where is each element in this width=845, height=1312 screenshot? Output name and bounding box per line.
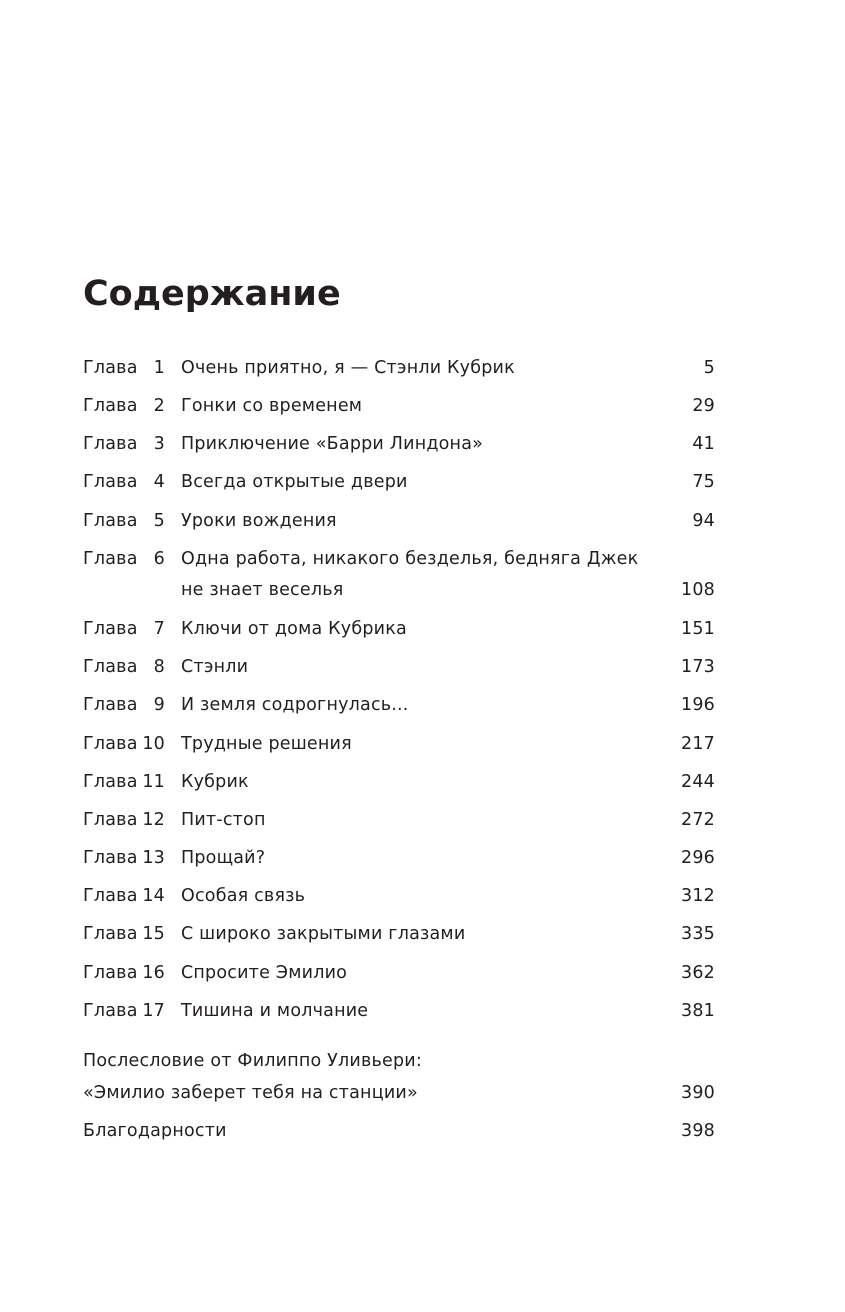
chapter-title-line-2: не знает веселья <box>181 580 344 600</box>
chapter-title: Всегда открытые двери <box>181 472 408 492</box>
chapter-label: Глава <box>83 472 138 492</box>
page-number: 244 <box>680 772 715 792</box>
toc-entry-afterword-continuation[interactable] <box>83 1080 715 1106</box>
chapter-title: Кубрик <box>181 772 249 792</box>
chapter-number: 17 <box>142 1001 165 1021</box>
toc-entry-chapter-13[interactable] <box>83 845 715 871</box>
chapter-title: С широко закрытыми глазами <box>181 924 466 944</box>
chapter-number: 9 <box>153 695 165 715</box>
page-number: 335 <box>680 924 715 944</box>
chapter-title: Пит-стоп <box>181 810 266 830</box>
chapter-label: Глава <box>83 963 138 983</box>
chapter-title: Одна работа, никакого безделья, бедняга Джек <box>181 549 639 569</box>
toc-entry-chapter-15[interactable] <box>83 921 715 947</box>
chapter-title: Тишина и молчание <box>181 1001 369 1021</box>
toc-entry-chapter-12[interactable] <box>83 807 715 833</box>
page-title: Содержание <box>83 274 341 314</box>
chapter-label: Глава <box>83 396 138 416</box>
page-number: 173 <box>680 657 715 677</box>
chapter-label: Глава <box>83 695 138 715</box>
chapter-title: И земля содрогнулась... <box>181 695 409 715</box>
toc-entry-chapter-8[interactable] <box>83 654 715 680</box>
toc-entry-chapter-3[interactable] <box>83 431 715 457</box>
toc-entry-chapter-5[interactable] <box>83 508 715 534</box>
chapter-label: Глава <box>83 657 138 677</box>
toc-entry-afterword[interactable] <box>83 1048 715 1074</box>
acknowledgements-title: Благодарности <box>83 1121 227 1141</box>
page-number: 398 <box>680 1121 715 1141</box>
toc-entry-chapter-6-continuation[interactable] <box>83 577 715 603</box>
page-number: 75 <box>692 472 715 492</box>
chapter-label: Глава <box>83 434 138 454</box>
page-number: 362 <box>680 963 715 983</box>
chapter-title: Прощай? <box>181 848 266 868</box>
toc-entry-chapter-17[interactable] <box>83 998 715 1024</box>
chapter-number: 7 <box>153 619 165 639</box>
chapter-title: Ключи от дома Кубрика <box>181 619 407 639</box>
page-number: 312 <box>680 886 715 906</box>
page-number: 108 <box>680 580 715 600</box>
chapter-label: Глава <box>83 886 138 906</box>
toc-entry-chapter-14[interactable] <box>83 883 715 909</box>
chapter-number: 10 <box>142 734 165 754</box>
chapter-title: Трудные решения <box>181 734 352 754</box>
chapter-number: 4 <box>153 472 165 492</box>
chapter-number: 15 <box>142 924 165 944</box>
page-number: 94 <box>692 511 715 531</box>
chapter-number: 8 <box>153 657 165 677</box>
chapter-title: Стэнли <box>181 657 249 677</box>
chapter-title: Приключение «Барри Линдона» <box>181 434 484 454</box>
page-number: 390 <box>680 1083 715 1103</box>
chapter-label: Глава <box>83 810 138 830</box>
chapter-title: Спросите Эмилио <box>181 963 348 983</box>
chapter-label: Глава <box>83 848 138 868</box>
toc-entry-chapter-7[interactable] <box>83 616 715 642</box>
page-number: 217 <box>680 734 715 754</box>
chapter-number: 16 <box>142 963 165 983</box>
chapter-number: 3 <box>153 434 165 454</box>
page-number: 29 <box>692 396 715 416</box>
toc-entry-acknowledgements[interactable] <box>83 1118 715 1144</box>
chapter-number: 6 <box>153 549 165 569</box>
toc-entry-chapter-10[interactable] <box>83 731 715 757</box>
toc-entry-chapter-4[interactable] <box>83 469 715 495</box>
toc-entry-chapter-16[interactable] <box>83 960 715 986</box>
afterword-title-line-2: «Эмилио заберет тебя на станции» <box>83 1083 418 1103</box>
chapter-label: Глава <box>83 511 138 531</box>
page-number: 272 <box>680 810 715 830</box>
toc-entry-chapter-9[interactable] <box>83 692 715 718</box>
chapter-label: Глава <box>83 619 138 639</box>
chapter-title: Особая связь <box>181 886 306 906</box>
chapter-number: 11 <box>142 772 165 792</box>
toc-entry-chapter-11[interactable] <box>83 769 715 795</box>
toc-entry-chapter-1[interactable] <box>83 355 715 381</box>
chapter-number: 1 <box>153 358 165 378</box>
chapter-label: Глава <box>83 1001 138 1021</box>
chapter-title: Уроки вождения <box>181 511 337 531</box>
chapter-label: Глава <box>83 549 138 569</box>
chapter-label: Глава <box>83 772 138 792</box>
chapter-number: 12 <box>142 810 165 830</box>
table-of-contents <box>83 0 715 1312</box>
chapter-title: Гонки со временем <box>181 396 363 416</box>
chapter-number: 14 <box>142 886 165 906</box>
toc-entry-chapter-6[interactable] <box>83 546 715 572</box>
chapter-number: 2 <box>153 396 165 416</box>
page-number: 41 <box>692 434 715 454</box>
page-number: 381 <box>680 1001 715 1021</box>
toc-entry-chapter-2[interactable] <box>83 393 715 419</box>
page-number: 296 <box>680 848 715 868</box>
chapter-label: Глава <box>83 734 138 754</box>
page-number: 196 <box>680 695 715 715</box>
page-number: 151 <box>680 619 715 639</box>
chapter-number: 5 <box>153 511 165 531</box>
chapter-title: Очень приятно, я — Стэнли Кубрик <box>181 358 515 378</box>
afterword-title-line-1: Послесловие от Филиппо Уливьери: <box>83 1051 422 1071</box>
chapter-label: Глава <box>83 924 138 944</box>
page-number: 5 <box>703 358 715 378</box>
chapter-number: 13 <box>142 848 165 868</box>
chapter-label: Глава <box>83 358 138 378</box>
